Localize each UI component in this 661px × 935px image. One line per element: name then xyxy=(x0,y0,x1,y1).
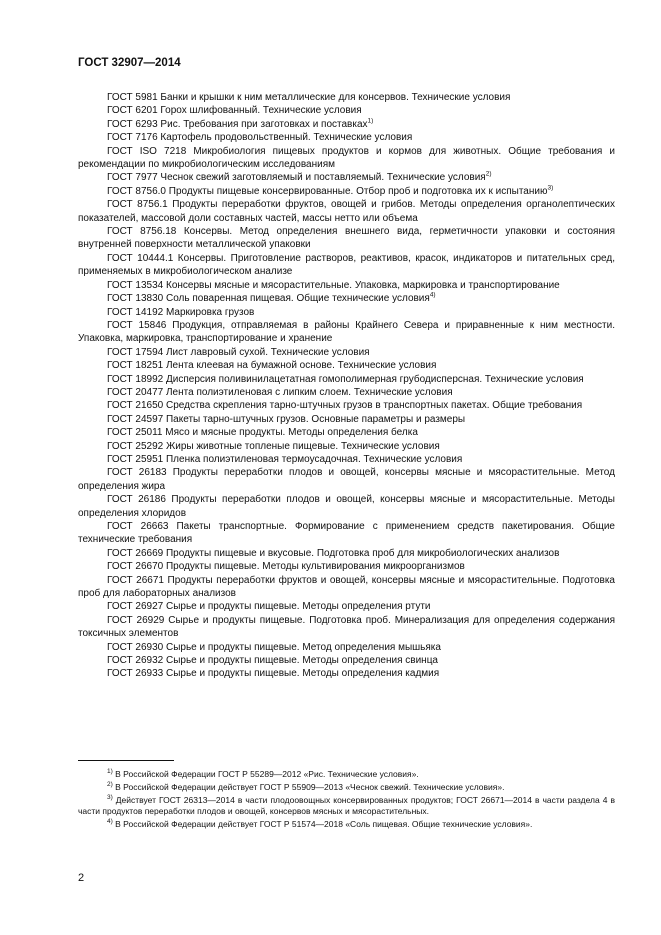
reference-item xyxy=(78,667,615,680)
reference-text: ГОСТ 25951 Пленка полиэтиленовая термоусадочная. Технические условия xyxy=(107,453,463,465)
reference-text: ГОСТ 6201 Горох шлифованный. Технические условия xyxy=(107,105,362,117)
page-number: 2 xyxy=(78,872,85,884)
reference-item xyxy=(78,185,615,198)
normative-references-list xyxy=(78,91,615,681)
reference-item xyxy=(78,520,615,547)
reference-item xyxy=(78,426,615,439)
reference-item xyxy=(78,292,615,305)
reference-text: ГОСТ 26671 Продукты переработки фруктов и овощей, консервы мясные и мясорастительные. Подготовка проб для лабораторных анализов xyxy=(78,574,615,600)
reference-text: ГОСТ ISO 7218 Микробиология пищевых продуктов и кормов для животных. Общие требования и рекомендации по микробиологическим исследованиям xyxy=(78,145,615,171)
reference-text: ГОСТ 26933 Сырье и продукты пищевые. Методы определения кадмия xyxy=(107,668,440,680)
reference-text: ГОСТ 20477 Лента полиэтиленовая с липким слоем. Технические условия xyxy=(107,386,453,398)
reference-text: ГОСТ 26663 Пакеты транспортные. Формирование с применением средств пакетирования. Общие технические требования xyxy=(78,521,615,546)
reference-text: ГОСТ 21650 Средства скрепления тарно-штучных грузов в транспортных пакетах. Общие требования xyxy=(107,400,583,412)
reference-item xyxy=(78,131,615,144)
reference-text: ГОСТ 7176 Картофель продовольственный. Технические условия xyxy=(107,132,413,144)
reference-item xyxy=(78,453,615,466)
reference-item xyxy=(78,145,615,172)
reference-text: ГОСТ 26929 Сырье и продукты пищевые. Подготовка проб. Минерализация для определения содержания токсичных элементов xyxy=(78,614,615,640)
reference-item xyxy=(78,319,615,346)
footnote-marker: 3) xyxy=(547,184,554,192)
footnote-mark: 1) xyxy=(107,768,113,776)
reference-text: ГОСТ 13830 Соль поваренная пищевая. Общие технические условия xyxy=(107,293,430,305)
reference-text: ГОСТ 25011 Мясо и мясные продукты. Методы определения белка xyxy=(107,427,418,439)
reference-item xyxy=(78,574,615,601)
reference-item xyxy=(78,359,615,372)
reference-item xyxy=(78,440,615,453)
reference-text: ГОСТ 26930 Сырье и продукты пищевые. Метод определения мышьяка xyxy=(107,641,441,653)
reference-text: ГОСТ 10444.1 Консервы. Приготовление растворов, реактивов, красок, индикаторов и питательных сред, применяемых в микробиологическом анализе xyxy=(78,252,615,278)
reference-item xyxy=(78,600,615,613)
reference-text: ГОСТ 6293 Рис. Требования при заготовках и поставках xyxy=(107,118,368,130)
reference-item xyxy=(78,560,615,573)
page-header-doc-id: ГОСТ 32907—2014 xyxy=(78,57,181,69)
footnote-marker: 2) xyxy=(485,171,492,179)
reference-item xyxy=(78,386,615,399)
reference-item xyxy=(78,279,615,292)
reference-item xyxy=(78,198,615,225)
reference-text: ГОСТ 17594 Лист лавровый сухой. Технические условия xyxy=(107,346,370,358)
footnote-marker: 4) xyxy=(429,291,436,299)
reference-item xyxy=(78,654,615,667)
reference-text: ГОСТ 24597 Пакеты тарно-штучных грузов. Основные параметры и размеры xyxy=(107,413,466,425)
reference-item xyxy=(78,466,615,493)
footnote-text: В Российской Федерации действует ГОСТ Р 55909—2013 «Чеснок свежий. Технические условия». xyxy=(115,781,505,792)
reference-text: ГОСТ 26932 Сырье и продукты пищевые. Методы определения свинца xyxy=(107,655,438,667)
footnote-mark: 4) xyxy=(107,818,113,826)
reference-text: ГОСТ 14192 Маркировка грузов xyxy=(107,306,255,318)
footnote-item xyxy=(78,769,615,780)
reference-text: ГОСТ 26669 Продукты пищевые и вкусовые. Подготовка проб для микробиологических анализов xyxy=(107,547,560,559)
reference-text: ГОСТ 25292 Жиры животные топленые пищевые. Технические условия xyxy=(107,440,440,452)
reference-text: ГОСТ 8756.18 Консервы. Метод определения внешнего вида, герметичности упаковки и состояния внутренней поверхности металлической упаковки xyxy=(78,226,615,251)
reference-text: ГОСТ 8756.0 Продукты пищевые консервированные. Отбор проб и подготовка их к испытанию xyxy=(107,185,548,197)
reference-text: ГОСТ 8756.1 Продукты переработки фруктов, овощей и грибов. Методы определения органолептических показателей, массовой доли составных частей, массы нетто или объема xyxy=(78,199,615,224)
footnote-marker: 1) xyxy=(367,117,374,125)
footnotes-list xyxy=(78,769,615,832)
reference-text: ГОСТ 18251 Лента клеевая на бумажной основе. Технические условия xyxy=(107,360,437,372)
reference-text: ГОСТ 26183 Продукты переработки плодов и овощей, консервы мясные и мясорастительные. Метод определения жира xyxy=(78,467,615,492)
reference-text: ГОСТ 7977 Чеснок свежий заготовляемый и поставляемый. Технические условия xyxy=(107,172,486,184)
reference-text: ГОСТ 13534 Консервы мясные и мясорастительные. Упаковка, маркировка и транспортирование xyxy=(107,279,560,291)
reference-item xyxy=(78,91,615,104)
reference-text: ГОСТ 5981 Банки и крышки к ним металлические для консервов. Технические условия xyxy=(107,92,511,103)
reference-item xyxy=(78,493,615,520)
footnote-item xyxy=(78,795,615,818)
reference-item xyxy=(78,547,615,560)
reference-item xyxy=(78,641,615,654)
footnote-text: В Российской Федерации действует ГОСТ Р 51574—2018 «Соль пищевая. Общие технические условия». xyxy=(115,819,533,830)
reference-item xyxy=(78,225,615,252)
footnote-separator xyxy=(78,760,174,761)
reference-text: ГОСТ 26186 Продукты переработки плодов и овощей, консервы мясные и мясорастительные. Методы определения хлоридов xyxy=(78,494,615,519)
reference-item xyxy=(78,171,615,184)
reference-item xyxy=(78,252,615,279)
footnote-text: Действует ГОСТ 26313—2014 в части плодоовощных консервированных продуктов; ГОСТ 26671—2014 в части раздела 4 в части продуктов переработки плодов и овощей, консервов мясных и мясорастительных. xyxy=(78,794,615,817)
reference-text: ГОСТ 18992 Дисперсия поливинилацетатная гомополимерная грубодисперсная. Технические условия xyxy=(107,373,584,385)
reference-item xyxy=(78,346,615,359)
footnote-mark: 2) xyxy=(107,781,113,789)
reference-item xyxy=(78,614,615,641)
reference-text: ГОСТ 26927 Сырье и продукты пищевые. Методы определения ртути xyxy=(107,601,431,613)
reference-item xyxy=(78,373,615,386)
reference-text: ГОСТ 15846 Продукция, отправляемая в районы Крайнего Севера и приравненные к ним местности. Упаковка, маркировка, транспортирование и хранение xyxy=(78,319,615,345)
reference-item xyxy=(78,306,615,319)
reference-text: ГОСТ 26670 Продукты пищевые. Методы культивирования микроорганизмов xyxy=(107,561,465,573)
footnote-item xyxy=(78,782,615,793)
footnote-mark: 3) xyxy=(107,794,113,802)
footnote-text: В Российской Федерации ГОСТ Р 55289—2012 «Рис. Технические условия». xyxy=(115,769,419,779)
reference-item xyxy=(78,104,615,117)
footnote-item xyxy=(78,819,615,830)
reference-item xyxy=(78,413,615,426)
reference-item xyxy=(78,399,615,412)
reference-item xyxy=(78,118,615,131)
